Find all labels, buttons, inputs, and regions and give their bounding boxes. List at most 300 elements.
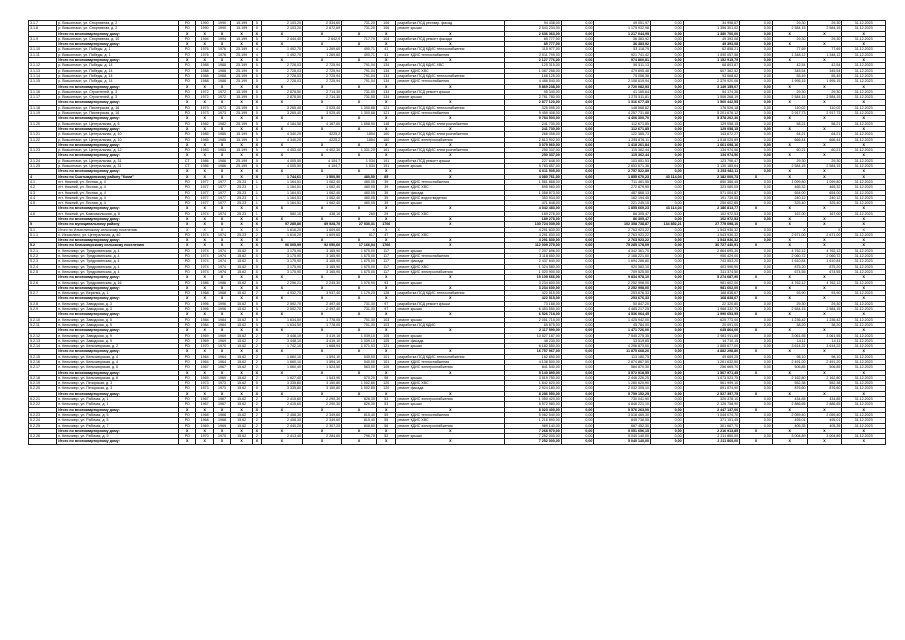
year-commission-cell: 1984: [213, 322, 230, 327]
regional-funds-cell: 11 875 668,20: [594, 349, 651, 354]
owner-funds-cell: 3 130 185,64: [683, 164, 740, 169]
placeholder-cell: X: [196, 349, 213, 354]
regional-funds-cell: 122 385,73: [594, 132, 651, 137]
unit-cost-cell: X: [772, 285, 807, 290]
total-cost-cell: 5 062 540,00: [505, 412, 562, 417]
work-type-cell: X: [396, 407, 505, 412]
residents-cell: 121: [376, 111, 396, 116]
residents-cell: 1766: [376, 243, 396, 248]
address-cell: р. Визьонгаон, ул. Победы, д. 14: [57, 79, 179, 84]
other-funds-cell: X: [740, 328, 773, 333]
federal-funds-cell: 0,00: [561, 164, 594, 169]
regional-funds-cell: 1 175 932,98: [594, 26, 651, 31]
owner-funds-cell: 311 374,50: [683, 269, 740, 274]
total-cost-cell: 85 777,00: [505, 36, 562, 41]
federal-funds-cell: 0,00: [561, 232, 594, 237]
residents-cell: 121: [376, 105, 396, 110]
wall-material-cell: РО: [179, 121, 196, 126]
unit-cost-cell: X: [772, 100, 807, 105]
owner-funds-cell: 62 858,21: [683, 47, 740, 52]
deadline-cell: 31.12.2023: [842, 89, 886, 94]
wall-material-cell: РО: [179, 307, 196, 312]
work-type-cell: X: [396, 275, 505, 280]
max-unit-cost-cell: X: [807, 42, 842, 47]
deadline-cell: X: [842, 227, 886, 232]
wall-material-cell: РО: [179, 21, 196, 26]
subtotal-label: Итого по многоквартирному дому:: [57, 349, 179, 354]
local-funds-cell: 0,00: [650, 349, 683, 354]
row-number: 3.1.19: [29, 111, 57, 116]
total-cost-cell: 10 527 187,00: [505, 333, 562, 338]
work-type-cell: ремонт крыши: [396, 344, 505, 349]
placeholder-cell: X: [342, 206, 377, 211]
unit-cost-cell: 3 004,89: [772, 434, 807, 439]
unit-cost-cell: 1 236,42: [772, 317, 807, 322]
placeholder-cell: X: [302, 370, 341, 375]
deadline-cell: X: [842, 58, 886, 63]
local-funds-cell: 0,00: [650, 142, 683, 147]
owner-funds-cell: 571 004,87: [683, 190, 740, 195]
deadline-cell: X: [842, 126, 886, 131]
placeholder-cell: X: [376, 116, 396, 121]
living-area-cell: 1 524,50: [302, 365, 341, 370]
total-cost-cell: 4 291 830,00: [505, 238, 562, 243]
other-funds-cell: 0,00: [740, 259, 773, 264]
subtotal-label: Итого по многоквартирному дому:: [57, 391, 179, 396]
federal-funds-cell: 0,00: [561, 354, 594, 359]
total-area-cell: 1 164,51: [261, 179, 302, 184]
placeholder-cell: X: [252, 153, 261, 158]
year-built-cell: 1985: [196, 132, 213, 137]
total-area-cell: 1 660,10: [261, 354, 302, 359]
living-area-cell: 4 104,7: [302, 164, 341, 169]
row-number: 4.5: [29, 201, 57, 206]
unit-cost-cell: 654,00: [772, 190, 807, 195]
unit-cost-cell: 29,30: [772, 36, 807, 41]
max-unit-cost-cell: 1 610,84: [807, 259, 842, 264]
living-area-cell: 2 672,69: [302, 26, 341, 31]
group-label: Итого по Сыктывдинскому району "Коми": [57, 174, 179, 179]
unit-cost-cell: 3 061,55: [772, 333, 807, 338]
unit-cost-cell: 2 584,15: [772, 95, 807, 100]
regional-funds-cell: 1 217 044,95: [594, 31, 651, 36]
placeholder-cell: X: [179, 169, 196, 174]
max-unit-cost-cell: X: [807, 116, 842, 121]
subtotal-label: Итого по многоквартирному дому:: [57, 428, 179, 433]
year-commission-cell: 1969: [213, 338, 230, 343]
work-type-cell: разработка ПСД КДИС электроснабжения: [396, 148, 505, 153]
wall-material-cell: РО: [179, 317, 196, 322]
year-built-cell: 1974: [196, 211, 213, 216]
max-unit-cost-cell: 93,90: [807, 291, 842, 296]
placeholder-cell: X: [252, 216, 261, 221]
work-type-cell: X: [396, 222, 505, 227]
residents-cell: 56: [376, 423, 396, 428]
placeholder-cell: X: [302, 116, 341, 121]
deadline-cell: 31.12.2023: [842, 158, 886, 163]
residents-cell: 134: [376, 68, 396, 73]
total-cost-cell: 6 526 718,00: [505, 312, 562, 317]
placeholder-cell: X: [179, 206, 196, 211]
owner-funds-cell: 168 838,67: [683, 296, 740, 301]
unit-cost-cell: X: [772, 328, 807, 333]
max-unit-cost-cell: X: [807, 31, 842, 36]
unit-cost-cell: 2 584,15: [772, 164, 807, 169]
placeholder-cell: X: [302, 169, 341, 174]
entrances-cell: 2: [252, 354, 261, 359]
local-funds-cell: 0,00: [650, 354, 683, 359]
placeholder-cell: X: [179, 407, 196, 412]
local-funds-cell: 0,00: [650, 338, 683, 343]
placeholder-cell: X: [213, 391, 230, 396]
local-funds-cell: 0,00: [650, 317, 683, 322]
common-area-cell: 1 002,80: [342, 386, 377, 391]
residents-cell: 41: [376, 47, 396, 52]
owner-funds-cell: 68 803,87: [683, 63, 740, 68]
placeholder-cell: X: [196, 31, 213, 36]
row-number: 5.2.7: [29, 291, 57, 296]
unit-cost-cell: 167,00: [772, 211, 807, 216]
federal-funds-cell: 0,00: [561, 142, 594, 147]
deadline-cell: 31.12.2023: [842, 26, 886, 31]
other-funds-cell: 0,00: [740, 68, 773, 73]
federal-funds-cell: 0,00: [561, 89, 594, 94]
year-commission-cell: 1972: [213, 89, 230, 94]
deadline-cell: X: [842, 243, 886, 248]
max-unit-cost-cell: 325,40: [807, 201, 842, 206]
owner-funds-cell: 2 186 813,77: [683, 206, 740, 211]
owner-funds-cell: 1 543 936,32: [683, 232, 740, 237]
total-cost-cell: 4 291 830,00: [505, 227, 562, 232]
work-type-cell: X: [396, 153, 505, 158]
deadline-cell: 31.12.2023: [842, 291, 886, 296]
work-type-cell: X: [396, 428, 505, 433]
other-funds-cell: 0,00: [740, 185, 773, 190]
total-area-cell: 1 164,51: [261, 185, 302, 190]
unit-cost-cell: 434,85: [772, 397, 807, 402]
max-unit-cost-cell: 2 491,20: [807, 360, 842, 365]
common-area-cell: 808,80: [342, 423, 377, 428]
unit-cost-cell: 465,32: [772, 185, 807, 190]
common-area-cell: 731,30: [342, 307, 377, 312]
owner-funds-cell: 371 151,45: [683, 418, 740, 423]
unit-cost-cell: X: [772, 312, 807, 317]
address-cell: р. Визьонгаон, ул. Строителей, д. 3: [57, 95, 179, 100]
owner-funds-cell: 250 602,85: [683, 201, 740, 206]
owner-funds-cell: 2 981 911,65: [683, 333, 740, 338]
year-commission-cell: 1973: [213, 386, 230, 391]
placeholder-cell: X: [302, 275, 341, 280]
living-area-cell: 3 150,80: [302, 381, 341, 386]
owner-funds-cell: 129 058,15: [683, 126, 740, 131]
residents-cell: 39: [376, 185, 396, 190]
deadline-cell: 31.12.2023: [842, 381, 886, 386]
total-cost-cell: 189 278,00: [505, 216, 562, 221]
other-funds-cell: X: [740, 296, 773, 301]
work-type-cell: ремонт крыши: [396, 26, 505, 31]
residents-cell: 117: [376, 254, 396, 259]
owner-funds-cell: 625 773,00: [683, 317, 740, 322]
max-unit-cost-cell: X: [807, 58, 842, 63]
max-unit-cost-cell: X: [807, 169, 842, 174]
group-label: Итого по Кельчиюрскому сельскому поселению: [57, 243, 179, 248]
max-unit-cost-cell: 2 060,72: [807, 254, 842, 259]
year-commission-cell: 1988: [213, 79, 230, 84]
max-unit-cost-cell: X: [807, 174, 842, 179]
group-label: Итого по муниципальному району: [57, 222, 179, 227]
deadline-cell: 31.12.2023: [842, 132, 886, 137]
total-area-cell: 1 164,51: [261, 195, 302, 200]
local-funds-cell: 0,00: [650, 328, 683, 333]
other-funds-cell: X: [740, 275, 773, 280]
residents-cell: 117: [376, 269, 396, 274]
total-cost-cell: 325 095,00: [505, 105, 562, 110]
federal-funds-cell: 0,00: [561, 434, 594, 439]
address-cell: пгт. Нижний, ул. Лесная, д. 4: [57, 190, 179, 195]
owner-funds-cell: 143 672,27: [683, 132, 740, 137]
floors-cell: 15.199: [231, 89, 253, 94]
row-number: 4.3: [29, 190, 57, 195]
deadline-cell: X: [842, 439, 886, 444]
placeholder-cell: X: [252, 126, 261, 131]
year-built-cell: 1967: [196, 402, 213, 407]
address-cell: п. Кельчиюр, ул. Кельчиюрская, д. 8: [57, 375, 179, 380]
max-unit-cost-cell: 110,02: [807, 105, 842, 110]
wall-material-cell: РО: [179, 354, 196, 359]
placeholder-cell: X: [213, 169, 230, 174]
residents-cell: 134: [376, 73, 396, 78]
residents-cell: 103: [376, 322, 396, 327]
total-cost-cell: 7 252 000,00: [505, 439, 562, 444]
common-area-cell: 1 071,03: [342, 344, 377, 349]
other-funds-cell: 0,00: [740, 137, 773, 142]
federal-funds-cell: 0,00: [561, 375, 594, 380]
row-number: 3.1.13: [29, 68, 57, 73]
address-cell: р. Визьонгаон, ул. Победы, д. 14: [57, 68, 179, 73]
other-funds-cell: X: [740, 439, 773, 444]
total-area-cell: 3 265,40: [261, 111, 302, 116]
placeholder-cell: X: [252, 58, 261, 63]
living-area-cell: 1 062,40: [302, 185, 341, 190]
placeholder-cell: X: [261, 58, 302, 63]
max-unit-cost-cell: 495,01: [807, 418, 842, 423]
year-commission-cell: 1976: [213, 52, 230, 57]
wall-material-cell: РО: [179, 248, 196, 253]
owner-funds-cell: 123 796,47: [683, 158, 740, 163]
federal-funds-cell: 0,00: [561, 153, 594, 158]
year-commission-cell: 1986: [213, 164, 230, 169]
total-cost-cell: 266 058,00: [505, 132, 562, 137]
wall-material-cell: РО: [179, 301, 196, 306]
work-type-cell: X: [396, 42, 505, 47]
placeholder-cell: X: [196, 328, 213, 333]
regional-funds-cell: 3 518 465,30: [594, 412, 651, 417]
work-type-cell: X: [396, 142, 505, 147]
entrances-cell: 5: [252, 158, 261, 163]
other-funds-cell: 0,00: [740, 232, 773, 237]
max-unit-cost-cell: 14,11: [807, 338, 842, 343]
other-funds-cell: 0,00: [740, 195, 773, 200]
year-built-cell: 1988: [196, 68, 213, 73]
subtotal-label: Итого по многоквартирному дому:: [57, 31, 179, 36]
placeholder-cell: X: [302, 439, 341, 444]
year-commission-cell: 1969: [213, 375, 230, 380]
max-unit-cost-cell: X: [807, 407, 842, 412]
work-type-cell: X: [396, 285, 505, 290]
deadline-cell: 31.12.2023: [842, 211, 886, 216]
year-commission-cell: 1967: [213, 365, 230, 370]
local-funds-cell: 0,00: [650, 58, 683, 63]
living-area-cell: 1 778,05: [302, 317, 341, 322]
placeholder-cell: X: [376, 349, 396, 354]
floors-cell: 25.23: [231, 190, 253, 195]
deadline-cell: 31.12.2023: [842, 164, 886, 169]
residents-cell: 134: [376, 89, 396, 94]
living-area-cell: 1 668,94: [302, 344, 341, 349]
placeholder-cell: X: [376, 58, 396, 63]
federal-funds-cell: 0,00: [561, 185, 594, 190]
local-funds-cell: 0,00: [650, 243, 683, 248]
work-type-cell: ремонт КДИС теплоснабжения: [396, 254, 505, 259]
regional-funds-cell: 56 511,13: [594, 63, 651, 68]
total-cost-cell: 4 488 540,00: [505, 79, 562, 84]
placeholder-cell: X: [342, 439, 377, 444]
residents-cell: 105: [376, 333, 396, 338]
regional-funds-cell: 162 194,45: [594, 195, 651, 200]
year-commission-cell: 1968: [213, 412, 230, 417]
living-area-cell: 3 165,90: [302, 254, 341, 259]
entrances-cell: 2: [252, 344, 261, 349]
deadline-cell: 31.12.2023: [842, 47, 886, 52]
year-built-cell: 1988: [196, 79, 213, 84]
unit-cost-cell: 876,60: [772, 386, 807, 391]
placeholder-cell: X: [302, 206, 341, 211]
other-funds-cell: X: [740, 285, 773, 290]
other-funds-cell: 0,00: [740, 179, 773, 184]
deadline-cell: X: [842, 407, 886, 412]
owner-funds-cell: 2 126 758,90: [683, 402, 740, 407]
address-cell: п. Кельчиюр, ул. Печорская, д. 3: [57, 386, 179, 391]
placeholder-cell: X: [342, 312, 377, 317]
total-cost-cell: 422 515,00: [505, 291, 562, 296]
regional-funds-cell: 1 471 726,00: [594, 328, 651, 333]
deadline-cell: 31.12.2023: [842, 185, 886, 190]
local-funds-cell: 0,00: [650, 428, 683, 433]
placeholder-cell: X: [179, 428, 196, 433]
year-built-cell: 1990: [196, 21, 213, 26]
placeholder-cell: X: [376, 31, 396, 36]
owner-funds-cell: 1 661 698,16: [683, 142, 740, 147]
total-cost-cell: 250 337,00: [505, 148, 562, 153]
owner-funds-cell: 1 543 936,32: [683, 238, 740, 243]
unit-cost-cell: 29,30: [772, 301, 807, 306]
placeholder-cell: X: [261, 126, 302, 131]
other-funds-cell: 0,00: [740, 365, 773, 370]
max-unit-cost-cell: X: [807, 285, 842, 290]
placeholder-cell: X: [213, 296, 230, 301]
owner-funds-cell: 2 216 913,85: [683, 428, 740, 433]
total-cost-cell: 2 636 363,00: [505, 31, 562, 36]
placeholder-cell: X: [179, 116, 196, 121]
common-area-cell: 701,30: [342, 317, 377, 322]
deadline-cell: 31.12.2023: [842, 402, 886, 407]
year-commission-cell: 1996: [213, 301, 230, 306]
placeholder-cell: X: [342, 153, 377, 158]
wall-material-cell: РО: [179, 434, 196, 439]
year-built-cell: 1969: [196, 333, 213, 338]
wall-material-cell: РО: [179, 402, 196, 407]
total-area-cell: 2 728,03: [261, 79, 302, 84]
federal-funds-cell: 0,00: [561, 216, 594, 221]
placeholder-cell: X: [376, 407, 396, 412]
other-funds-cell: 0,00: [740, 169, 773, 174]
placeholder-cell: X: [376, 428, 396, 433]
local-funds-cell: 0,00: [650, 132, 683, 137]
work-type-cell: ремонт КДИС ХВС: [396, 185, 505, 190]
placeholder-cell: X: [252, 238, 261, 243]
floors-cell: 15.62: [231, 397, 253, 402]
owner-funds-cell: 102 972,53: [683, 211, 740, 216]
total-cost-cell: 95 340,00: [505, 89, 562, 94]
placeholder-cell: X: [376, 142, 396, 147]
address-cell: пгт. Нижний, ул. Комсомольская, д. 8: [57, 211, 179, 216]
other-funds-cell: 0,00: [740, 158, 773, 163]
regional-funds-cell: 1 425 942,00: [594, 317, 651, 322]
deadline-cell: 31.12.2023: [842, 254, 886, 259]
total-cost-cell: 4 136 500,00: [505, 360, 562, 365]
owner-funds-cell: 645 864,00: [683, 328, 740, 333]
living-area-cell: 3 025,40: [302, 105, 341, 110]
address-cell: пгт. Нижний, ул. Лесная, д. 4: [57, 185, 179, 190]
year-commission-cell: 1990: [213, 26, 230, 31]
placeholder-cell: X: [196, 428, 213, 433]
placeholder-cell: X: [302, 153, 341, 158]
common-area-cell: 260: [342, 211, 377, 216]
work-type-cell: ремонт КДИС ХВС: [396, 418, 505, 423]
unit-cost-cell: 325,40: [772, 201, 807, 206]
entrances-cell: 5: [252, 322, 261, 327]
max-unit-cost-cell: 2 584,15: [807, 26, 842, 31]
wall-material-cell: РО: [179, 397, 196, 402]
year-commission-cell: 1977: [213, 201, 230, 206]
max-unit-cost-cell: 2 162,80: [807, 375, 842, 380]
regional-funds-cell: 5 051 656,15: [594, 428, 651, 433]
address-cell: п. Кельчиюр, ул. Рабочая, д. 1: [57, 397, 179, 402]
federal-funds-cell: 0,00: [561, 254, 594, 259]
placeholder-cell: X: [196, 222, 213, 227]
living-area-cell: 3 025,40: [302, 111, 341, 116]
unit-cost-cell: 4 762,12: [772, 280, 807, 285]
common-area-cell: 563,00: [342, 365, 377, 370]
floors-cell: 15.62: [231, 291, 253, 296]
work-type-cell: разработка ПСД КДИС теплоснабжения: [396, 354, 505, 359]
placeholder-cell: X: [376, 42, 396, 47]
floors-cell: 15.199: [231, 137, 253, 142]
living-area-cell: 2 714,30: [302, 95, 341, 100]
year-built-cell: 1977: [196, 201, 213, 206]
placeholder-cell: X: [179, 153, 196, 158]
owner-funds-cell: 1 073 523,75: [683, 375, 740, 380]
other-funds-cell: X: [740, 312, 773, 317]
wall-material-cell: РО: [179, 73, 196, 78]
subtotal-label: Итого по многоквартирному дому:: [57, 370, 179, 375]
year-built-cell: 1986: [196, 280, 213, 285]
federal-funds-cell: 0,00: [561, 21, 594, 26]
placeholder-cell: X: [196, 169, 213, 174]
placeholder-cell: X: [179, 42, 196, 47]
placeholder-cell: X: [179, 439, 196, 444]
total-area-cell: 1 634,50: [261, 317, 302, 322]
